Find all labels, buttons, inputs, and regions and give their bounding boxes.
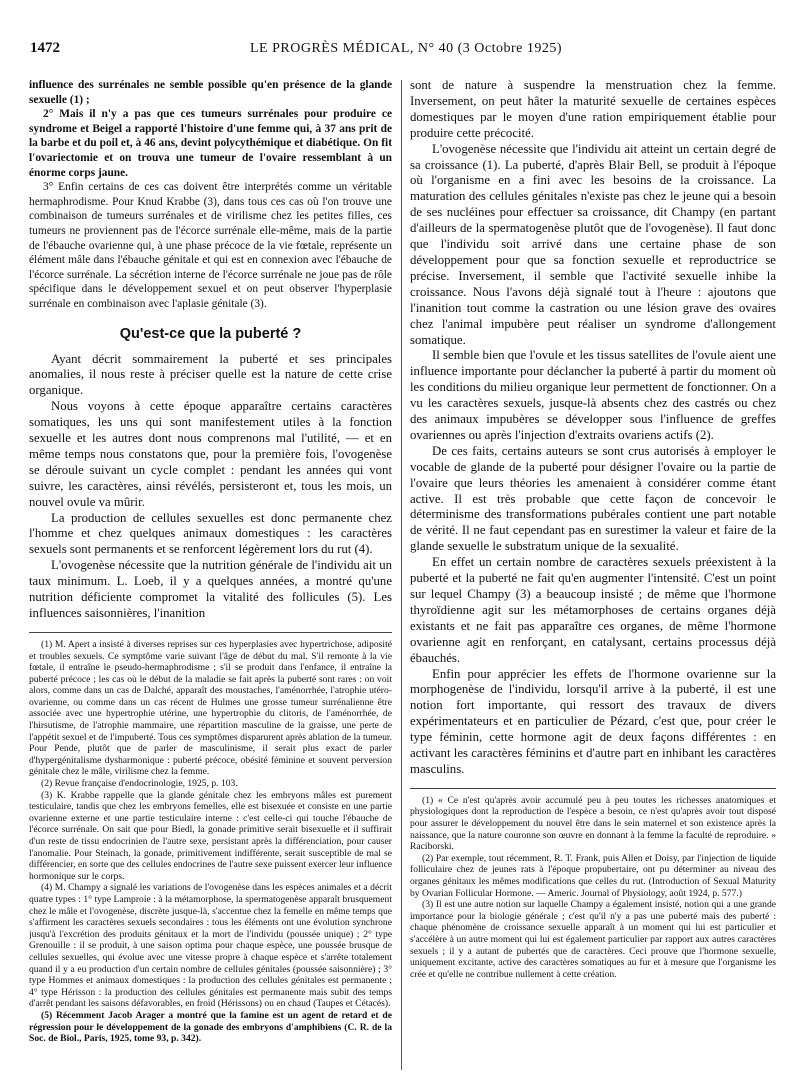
page-number: 1472 [30, 40, 60, 56]
body-paragraph: L'ovogenèse nécessite que la nutrition générale de l'individu ait un taux minimum. L. Loeb, il y a quelques années, a montré qu'une nutrition déficiente compromet la vitalité des follicules (5). Les influences saisonnières, l'inanition [29, 558, 392, 620]
section-body [29, 352, 392, 622]
section-heading: Qu'est-ce que la puberté ? [119, 325, 302, 342]
body-paragraph: De ces faits, certains auteurs se sont crus autorisés à employer le vocable de glande de la puberté pour désigner l'ovaire ou la partie de l'ovaire que leurs théories les amenaient à considérer comme étant active. Il est très probable que cette façon de concevoir le déterminisme des transformations pubérales contient une part notable de vérité. Il ne faut cependant pas en surestimer la valeur et faire de la glande sexuelle le substratum unique de la sexualité. [410, 443, 776, 554]
footnote-rule [29, 632, 392, 633]
running-title: LE PROGRÈS MÉDICAL, N° 40 (3 Octobre 1925) [250, 41, 563, 56]
left-column [29, 78, 392, 1073]
footnote: (2) Par exemple, tout récemment, R. T. Frank, puis Allen et Doisy, par l'injection de liquide folliculaire chez de jeunes rats à l'époque propubertaire, ont pu déterminer au niveau des organes génitaux les mêmes modifications que celles du rut. (Introduction of Sexual Maturity by Ovarian Follicular Hormone. — Americ. Journal of Physiology, août 1924, p. 577.) [410, 852, 776, 899]
body-paragraph: Enfin pour apprécier les effets de l'hormone ovarienne sur la morphogenèse de l'individu, lorsqu'il arrive à la puberté, il est une notion fort importante, qui ressort des travaux de divers expérimentateurs et en particulier de Pézard, c'est que, pour créer le type féminin, cette hormone agit de deux façons différentes : en activant les caractères féminins et d'autre part en inhibant les caractères masculins. [410, 666, 776, 776]
intro-text [29, 78, 392, 312]
intro-paragraph: 3° Enfin certains de ces cas doivent être interprétés comme un véritable hermaphrodisme. Pour Knud Krabbe (3), dans tous ces cas où l'on trouve une combinaison de tumeurs surrénales et de virilisme chez les petites filles, ces tumeurs ne proviennent pas de l'écorce surrénale elle-même, mais de la partie de l'ébauche ovarienne qui, à une phase précoce de la vie fœtale, représente un élément mâle dans l'ébauche génitale et qui est en connexion avec l'ébauche de l'écorce surrénale. La sécrétion interne de l'écorce surrénale ne joue pas de rôle spécifique dans le développement sexuel et on peut observer l'hyperplasie surrénale en combinaison avec l'aplasie génitale (3). [29, 181, 392, 310]
footnote: (3) Il est une autre notion sur laquelle Champy a également insisté, notion qui a une grande importance pour la biologie générale ; c'est qu'il n'y a pas une puberté mais des puberté : chaque phénomène de croissance sexuelle apparaît à un moment qui lui est particulier et s'accélère à un autre moment qui lui est également particulier par rapport aux autres caractères sexuels ; il y a autant de pubertés que de caractères. Ceci prouve que l'hormone sexuelle, uniquement excitante, active des caractères somatiques au fur et à mesure que l'organisme les crée et qu'elle ne contribue nullement à cette création. [410, 899, 776, 980]
footnote-rule [410, 788, 776, 789]
footnote: (2) Revue française d'endocrinologie, 1925, p. 103. [41, 778, 238, 790]
footnotes [410, 795, 776, 981]
footnote: (5) Récemment Jacob Arager a montré que la famine est un agent de retard et de régression pour le développement de la gonade des embryons d'amphibiens (C. R. de la Soc. de Biol., Paris, 1925, tome 93, p. 342). [29, 1009, 392, 1045]
body-paragraph: En effet un certain nombre de caractères sexuels préexistent à la puberté et la puberté ne fait qu'en augmenter l'intensité. C'est un point sur lequel Champy (3) a beaucoup insisté ; de même que l'hormone thyroïdienne agit sur les métamorphoses de certains organes déjà existants et ne fait pas apparaître ces organes, de même l'hormone ovarienne agit en renforçant, en catalysant, certains processus déjà ébauchés. [410, 555, 776, 665]
body-paragraph: Nous voyons à cette époque apparaître certains caractères somatiques, les uns qui sont manifestement utiles à la fonction sexuelle et les autres dont nous comprenons mal l'utilité, — et en même temps nous constatons que, pour la première fois, l'ovogenèse se déroule suivant un cycle complet : pendant les années qui vont suivre, les caractères, ainsi révélés, persisteront et, tous les mois, un nouvel ovule va mûrir. [29, 399, 392, 509]
footnote: (1) « Ce n'est qu'après avoir accumulé peu à peu toutes les richesses anatomiques et physiologiques dont la reproduction de l'espèce a besoin, ce n'est qu'après avoir tout disposé pour assurer le développement du nouvel être dans le sein maternel et son existence après la naissance, que la nature couronne son œuvre en donnant à la femme la faculté de reproduire. » Raciborski. [410, 794, 776, 853]
page-header [30, 40, 770, 62]
column-divider [401, 80, 402, 1070]
footnote: (4) M. Champy a signalé les variations de l'ovogenèse dans les espèces animales et a décrit quatre types : 1° type Lamproie : à la métamorphose, la spermatogenèse apparaît brusquement chez le mâle et l'ovogenèse, discrète jusque-là, s'accentue chez la femelle en même temps que s'affirment les caractères sexuels secondaires : tous les éléments ont une évolution synchrone jusqu'à l'excrétion des produits génitaux et la mort de l'individu (poussée unique) ; 2° type Grenouille : il se produit, à une saison optima pour chaque espèce, une poussée brusque de cellules sexuelles, qui évolue avec une vitesse propre à chaque espèce et s'arrête totalement quand il y a eu production d'un certain nombre de cellules génitales (poussée saisonnière) ; 3° type Hommes et animaux domestiques : la production des cellules génitales est permanente ; 4° type Hérisson : la production des cellules génitales est permanente mais subit des temps d'arrêt pendant les saisons défavorables, en froid (Hérissons) ou en chaud (Taupes et Cétacés). [29, 882, 392, 1010]
right-body [410, 78, 776, 778]
body-paragraph: sont de nature à suspendre la menstruation chez la femme. Inversement, on peut hâter la maturité sexuelle de certaines espèces domestiques par le moyen d'une ration empiriquement établie pour produire cette précocité. [410, 78, 776, 140]
footnotes [29, 639, 392, 1045]
footnote: (1) M. Apert a insisté à diverses reprises sur ces hyperplasies avec hypertrichose, adiposité et troubles sexuels. Ce symptôme varie suivant l'âge de début du mal. S'il remonte à la vie fœtale, il entraîne le pseudo-hermaphrodisme ; s'il se produit dans l'enfance, il entraîne la puberté précoce ; les cas où le début de la maladie se fait après la puberté sont rares : on voit alors, comme dans un cas de Dalché, apparaît des moustaches, l'aménorrhée, l'atrophie utéro-ovarienne, ou comme dans un cas récent de Hulmes une grosse tumeur surrénalienne être associée avec une hypertrophie utérine, une hypertrophie du clitoris, de l'aménorrhée, de l'hirsutisme, de l'atrophie mammaire, une répartition masculine de la graisse, une perte de l'appétit sexuel et de l'impuberté. Tous ces symptômes disparurent après ablation de la tumeur. Pour Pende, plutôt que de parler de masculinisme, il serait plus exact de parler d'hypergénitalisme dysharmonique : puberté précoce, obésité féminine et souvent perversion génitale chez le mâle, virilisme chez la femme. [29, 638, 392, 778]
body-paragraph: Il semble bien que l'ovule et les tissus satellites de l'ovule aient une influence importante pour déclancher la puberté à partir du moment où les conditions du milieu organique leur permettent de fonctionner. On a vu les caractères sexuels, jusque-là absents chez des castrés ou chez des animaux impubères se développer sous l'influence de greffes ovariennes ou après l'injection d'extraits ovariens actifs (2). [410, 348, 776, 442]
right-column [410, 78, 776, 1073]
body-paragraph: Ayant décrit sommairement la puberté et ses principales anomalies, il nous reste à préciser quelle est la nature de cette crise organique. [29, 351, 392, 398]
intro-paragraph: 2° Mais il n'y a pas que ces tumeurs surrénales pour produire ce syndrome et Beigel a rapporté l'histoire d'une femme qui, à 37 ans prit de la barbe et du poil et, à 46 ans, devint polycythémique et diabétique. On fit l'ovariectomie et on trouva une tumeur de l'ovaire ressemblant à un énorme corps jaune. [29, 108, 392, 179]
intro-paragraph: influence des surrénales ne semble possible qu'en présence de la glande sexuelle (1) ; [29, 79, 392, 106]
footnote: (3) K. Krabbe rappelle que la glande génitale chez les embryons mâles est purement testiculaire, tandis que chez les embryons femelles, elle est bisexuée et consiste en une partie ovarienne externe et une partie testiculaire interne : c'est celle-ci qui touche l'ébauche de l'écorce surrénale. On sait que pour Biedl, la gonade primitive serait bisexuelle et il suffirait d'un reste de tissu endocrinien de l'autre sexe, persistant après la différenciation, pour causer l'anomalie. Pour Steinach, la gonade, primitivement indifférente, serait susceptible de mal se différencier, en sorte que des cellules endocrines de l'autre sexe puissent exercer leur influence hormonique sur le corps. [29, 789, 392, 882]
body-paragraph: L'ovogenèse nécessite que l'individu ait atteint un certain degré de sa croissance (1). La puberté, d'après Blair Bell, se produit à l'époque où l'organisme en a fini avec les besoins de la croissance. La maturation des cellules génitales n'existe pas chez le jeune qui a besoin de ses nucléines pour effectuer sa croissance, dit Champy (en partant d'ailleurs de la spermatogenèse plutôt que de l'ovogenèse). Il faut donc que l'individu soit arrivé dans une certaine phase de son développement pour que sa fonction sexuelle et reproductrice se précise. Inversement, il semble que l'activité sexuelle inhibe la croissance. Nous l'avons déjà signalé tout à l'heure : ajoutons que l'inanition tout comme la castration ou une lésion grave des ovaires chez l'animal impubère peut réaliser un syndrome d'allongement somatique. [410, 141, 776, 347]
body-paragraph: La production de cellules sexuelles est donc permanente chez l'homme et chez quelques animaux domestiques : les caractères sexuels sont permanents et se renforcent légèrement lors du rut (4). [29, 510, 392, 557]
